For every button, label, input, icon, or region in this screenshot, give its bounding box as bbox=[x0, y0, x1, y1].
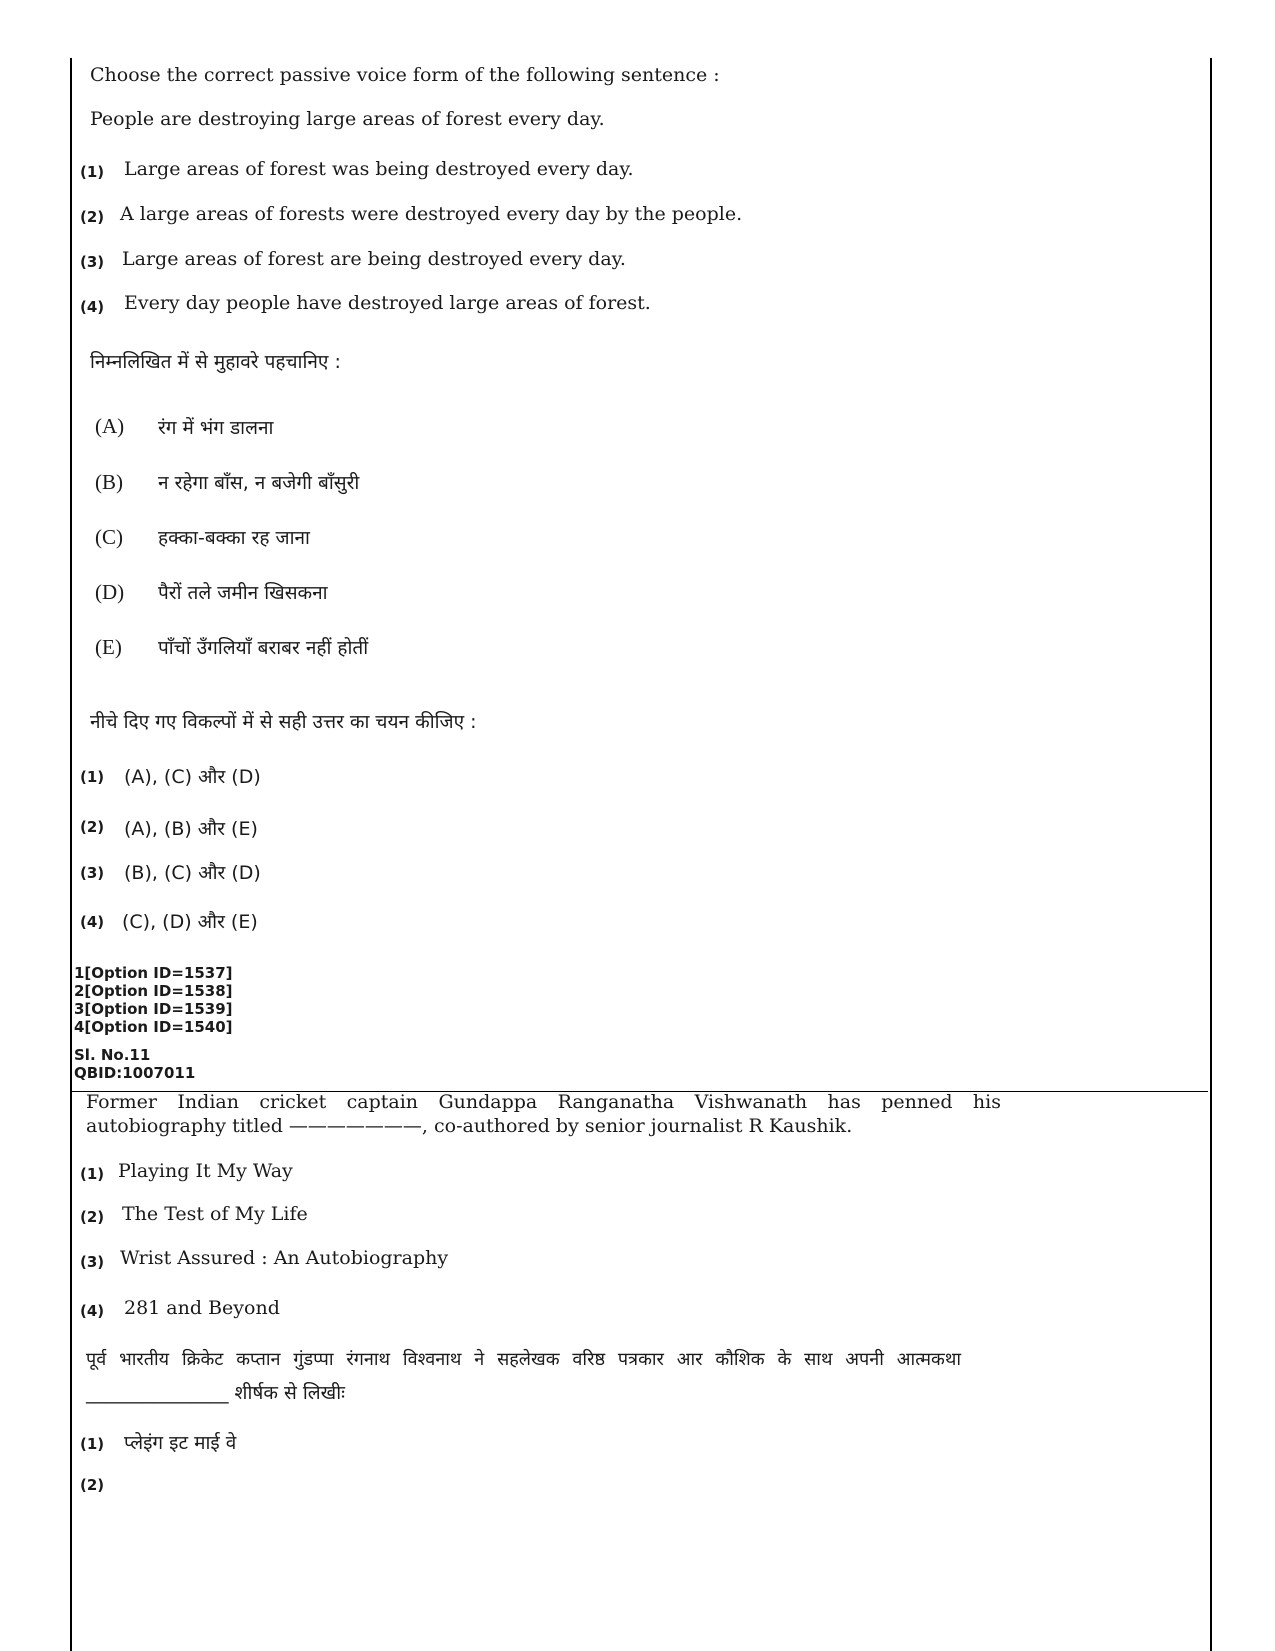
q10-hindi-option-1-number: (1) bbox=[80, 768, 105, 786]
q10-hindi-option-2-number: (2) bbox=[80, 818, 105, 836]
q10-option-id-4: 4[Option ID=1540] bbox=[74, 1018, 233, 1036]
q10-option-id-2: 2[Option ID=1538] bbox=[74, 982, 233, 1000]
q10-sentence: People are destroying large areas of forest every day. bbox=[90, 108, 605, 130]
q11-serial-number: Sl. No.11 bbox=[74, 1046, 151, 1064]
q10-option-id-3: 3[Option ID=1539] bbox=[74, 1000, 233, 1018]
q10-option-2-number: (2) bbox=[80, 208, 105, 226]
q11-option-4-text: 281 and Beyond bbox=[124, 1297, 280, 1319]
q11-qbid: QBID:1007011 bbox=[74, 1064, 196, 1082]
q11-option-1-text: Playing It My Way bbox=[118, 1160, 293, 1182]
q11-hindi-option-1-number: (1) bbox=[80, 1435, 105, 1453]
q10-hindi-item-d-label: (D) bbox=[95, 580, 125, 604]
q11-question-line-2: autobiography titled ———————, co-authored by senior journalist R Kaushik. bbox=[86, 1115, 853, 1137]
q10-hindi-item-b-label: (B) bbox=[95, 470, 123, 494]
q10-hindi-item-e-text: पाँचों उँगलियाँ बराबर नहीं होतीं bbox=[158, 637, 369, 659]
q10-hindi-item-c-text: हक्का-बक्का रह जाना bbox=[158, 527, 310, 549]
q10-hindi-item-e-label: (E) bbox=[95, 635, 122, 659]
q10-option-id-1: 1[Option ID=1537] bbox=[74, 964, 233, 982]
q10-prompt: Choose the correct passive voice form of the following sentence : bbox=[90, 64, 720, 86]
q10-option-2-text: A large areas of forests were destroyed every day by the people. bbox=[120, 203, 743, 225]
q10-option-4-text: Every day people have destroyed large areas of forest. bbox=[124, 292, 651, 314]
q10-hindi-item-a-text: रंग में भंग डालना bbox=[158, 417, 274, 439]
q10-hindi-option-3-number: (3) bbox=[80, 864, 105, 882]
q10-option-3-number: (3) bbox=[80, 253, 105, 271]
q10-hindi-option-3-text: (B), (C) और (D) bbox=[124, 862, 261, 884]
q10-option-1-text: Large areas of forest was being destroyed every day. bbox=[124, 158, 634, 180]
q11-option-2-text: The Test of My Life bbox=[122, 1203, 308, 1225]
q11-hindi-option-2-number: (2) bbox=[80, 1476, 105, 1494]
q11-question-line-1: Former Indian cricket captain Gundappa Ranganatha Vishwanath has penned his bbox=[86, 1091, 1001, 1113]
q11-hindi-question-line-2: _______________ शीर्षक से लिखीः bbox=[86, 1382, 345, 1404]
q11-option-3-text: Wrist Assured : An Autobiography bbox=[120, 1247, 449, 1269]
q10-hindi-choose: नीचे दिए गए विकल्पों में से सही उत्तर का चयन कीजिए : bbox=[90, 711, 477, 733]
q11-option-3-number: (3) bbox=[80, 1253, 105, 1271]
q11-option-4-number: (4) bbox=[80, 1302, 105, 1320]
q10-hindi-item-a-label: (A) bbox=[95, 414, 125, 438]
q10-hindi-prompt: निम्नलिखित में से मुहावरे पहचानिए : bbox=[90, 351, 341, 373]
q11-option-1-number: (1) bbox=[80, 1165, 105, 1183]
q10-option-3-text: Large areas of forest are being destroyed every day. bbox=[122, 248, 626, 270]
q10-hindi-item-d-text: पैरों तले जमीन खिसकना bbox=[158, 582, 328, 604]
q11-hindi-option-1-text: प्लेइंग इट माई वे bbox=[124, 1432, 237, 1454]
q10-option-4-number: (4) bbox=[80, 298, 105, 316]
q10-hindi-item-c-label: (C) bbox=[95, 525, 123, 549]
q10-hindi-item-b-text: न रहेगा बाँस, न बजेगी बाँसुरी bbox=[158, 472, 360, 494]
q10-hindi-option-4-number: (4) bbox=[80, 913, 105, 931]
q11-hindi-question-line-1: पूर्व भारतीय क्रिकेट कप्तान गुंडप्पा रंगनाथ विश्वनाथ ने सहलेखक वरिष्ठ पत्रकार आर कौशिक के साथ अपनी आत्मकथा bbox=[86, 1349, 961, 1370]
q10-option-1-number: (1) bbox=[80, 163, 105, 181]
q11-option-2-number: (2) bbox=[80, 1208, 105, 1226]
q10-hindi-option-4-text: (C), (D) और (E) bbox=[122, 911, 258, 933]
q10-hindi-option-2-text: (A), (B) और (E) bbox=[124, 818, 258, 840]
q10-hindi-option-1-text: (A), (C) और (D) bbox=[124, 766, 261, 788]
